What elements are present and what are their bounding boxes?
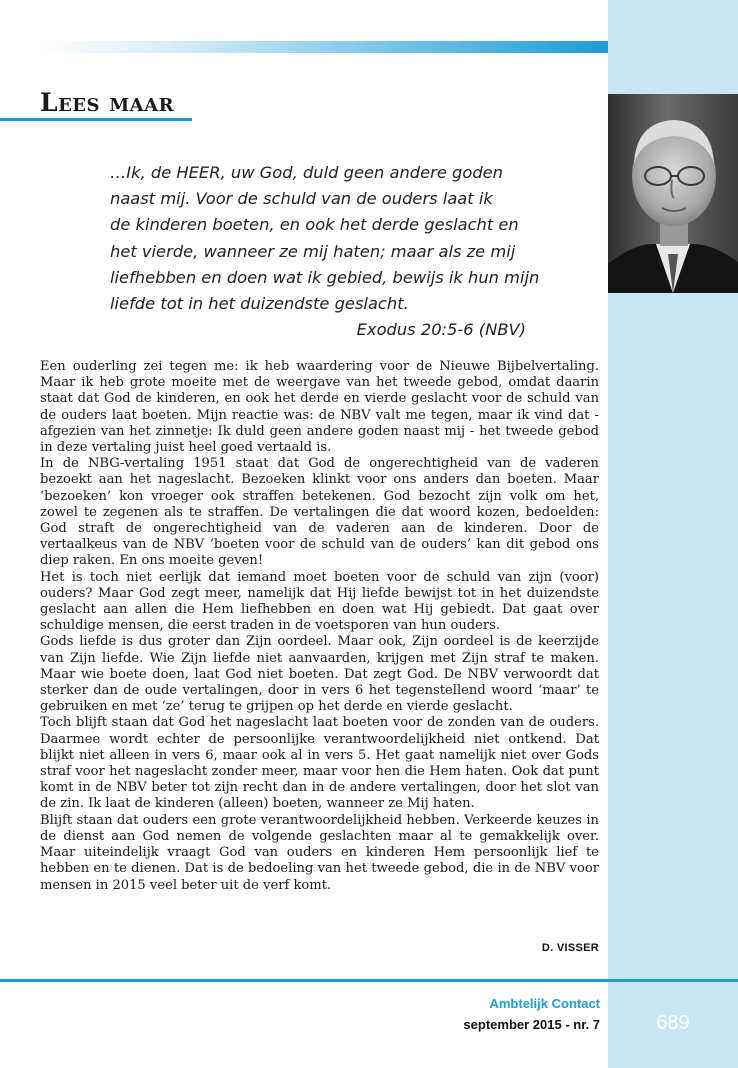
- quote-line: naast mij. Voor de schuld van de ouders laat ik: [110, 189, 493, 209]
- page-number: 689: [656, 1012, 690, 1034]
- quote-line: het vierde, wanneer ze mij haten; maar als ze mij: [110, 241, 516, 261]
- magazine-name: Ambtelijk Contact: [489, 996, 600, 1011]
- article-title: Lees maar: [40, 88, 175, 117]
- title-underline: [0, 118, 192, 121]
- footer-rule: [0, 979, 738, 982]
- paragraph: Blijft staan dat ouders een grote verantwoordelijkheid hebben. Verkeerde keuzes in de dienst aan God nemen de volgende geslachten maar al te gemakkelijk over. Maar uiteindelijk vraagt God van ouders en kinderen Hem persoonlijk lief te hebben en te dienen. Dat is de bedoeling van het tweede gebod, die in de NBV voor mensen in 2015 veel beter uit de verf komt.: [40, 812, 599, 893]
- quote-reference: Exodus 20:5-6 (NBV): [356, 320, 526, 340]
- quote-line: de kinderen boeten, en ook het derde geslacht en: [110, 215, 519, 235]
- paragraph: In de NBG-vertaling 1951 staat dat God de ongerechtigheid van de vaderen bezoekt aan het nageslacht. Bezoeken klinkt voor ons anders dan boeten. Maar ‘bezoeken’ kon vroeger ook straffen betekenen. God bezocht zijn volk om het, zowel te zegenen als te straffen. De vertalingen die dat woord kozen, bedoelden: God straft de ongerechtigheid van de vaderen aan de kinderen. Door de vertaalkeus van de NBV ‘boeten voor de schuld van de ouders’ kan dit gebod ons diep raken. En ons moeite geven!: [40, 456, 599, 569]
- article-body: [40, 359, 599, 894]
- author-photo: [608, 94, 738, 293]
- paragraph: Een ouderling zei tegen me: ik heb waardering voor de Nieuwe Bijbelvertaling. Maar ik heb grote moeite met de weergave van het tweede gebod, omdat daarin staat dat God de kinderen, en ook het derde en vierde geslacht voor de schuld van de ouders laat boeten. Mijn reactie was: de NBV valt me tegen, maar ik vind dat - afgezien van het zinnetje: Ik duld geen andere goden naast mij - het tweede gebod in deze vertaling juist heel goed vertaald is.: [40, 359, 599, 456]
- issue-info: september 2015 - nr. 7: [463, 1017, 600, 1032]
- paragraph: Het is toch niet eerlijk dat iemand moet boeten voor de schuld van zijn (voor) ouders? Maar God zegt meer, namelijk dat Hij liefde bewijst tot in het duizendste geslacht aan allen die Hem liefhebben en doen wat Hij gebiedt. Dat gaat over schuldige mensen, die eerst traden in de voetsporen van hun ouders.: [40, 569, 599, 634]
- quote-line: …Ik, de HEER, uw God, duld geen andere goden: [110, 163, 503, 182]
- quote-line: liefde tot in het duizendste geslacht.: [110, 294, 409, 314]
- paragraph: Gods liefde is dus groter dan Zijn oordeel. Maar ook, Zijn oordeel is de keerzijde van Zijn liefde. Wie Zijn liefde niet aanvaarden, krijgen met Zijn straf te maken. Maar wie boete doen, laat God niet boeten. Dat zegt God. De NBV verwoordt dat sterker dan de oude vertalingen, door in vers 6 het tegenstellend woord ‘maar’ te gebruiken en met ‘ze’ terug te grijpen op het derde en vierde geslacht.: [40, 634, 599, 715]
- author-signature: D. VISSER: [541, 942, 599, 954]
- quote-line: liefhebben en doen wat ik gebied, bewijs ik hun mijn: [110, 267, 540, 287]
- header-gradient-bar: [40, 41, 608, 53]
- bible-quote: [110, 160, 540, 343]
- paragraph: Toch blijft staan dat God het nageslacht laat boeten voor de zonden van de ouders. Daarmee wordt echter de persoonlijke verantwoordelijkheid niet ontkend. Dat blijkt niet alleen in vers 6, maar ook al in vers 5. Het gaat namelijk niet over Gods straf voor het nageslacht zonder meer, maar voor hen die Hem haten. Ook dat punt komt in de NBV beter tot zijn recht dan in de andere vertalingen, door het slot van de zin. Ik laat de kinderen (alleen) boeten, wanneer ze Mij haten.: [40, 715, 599, 812]
